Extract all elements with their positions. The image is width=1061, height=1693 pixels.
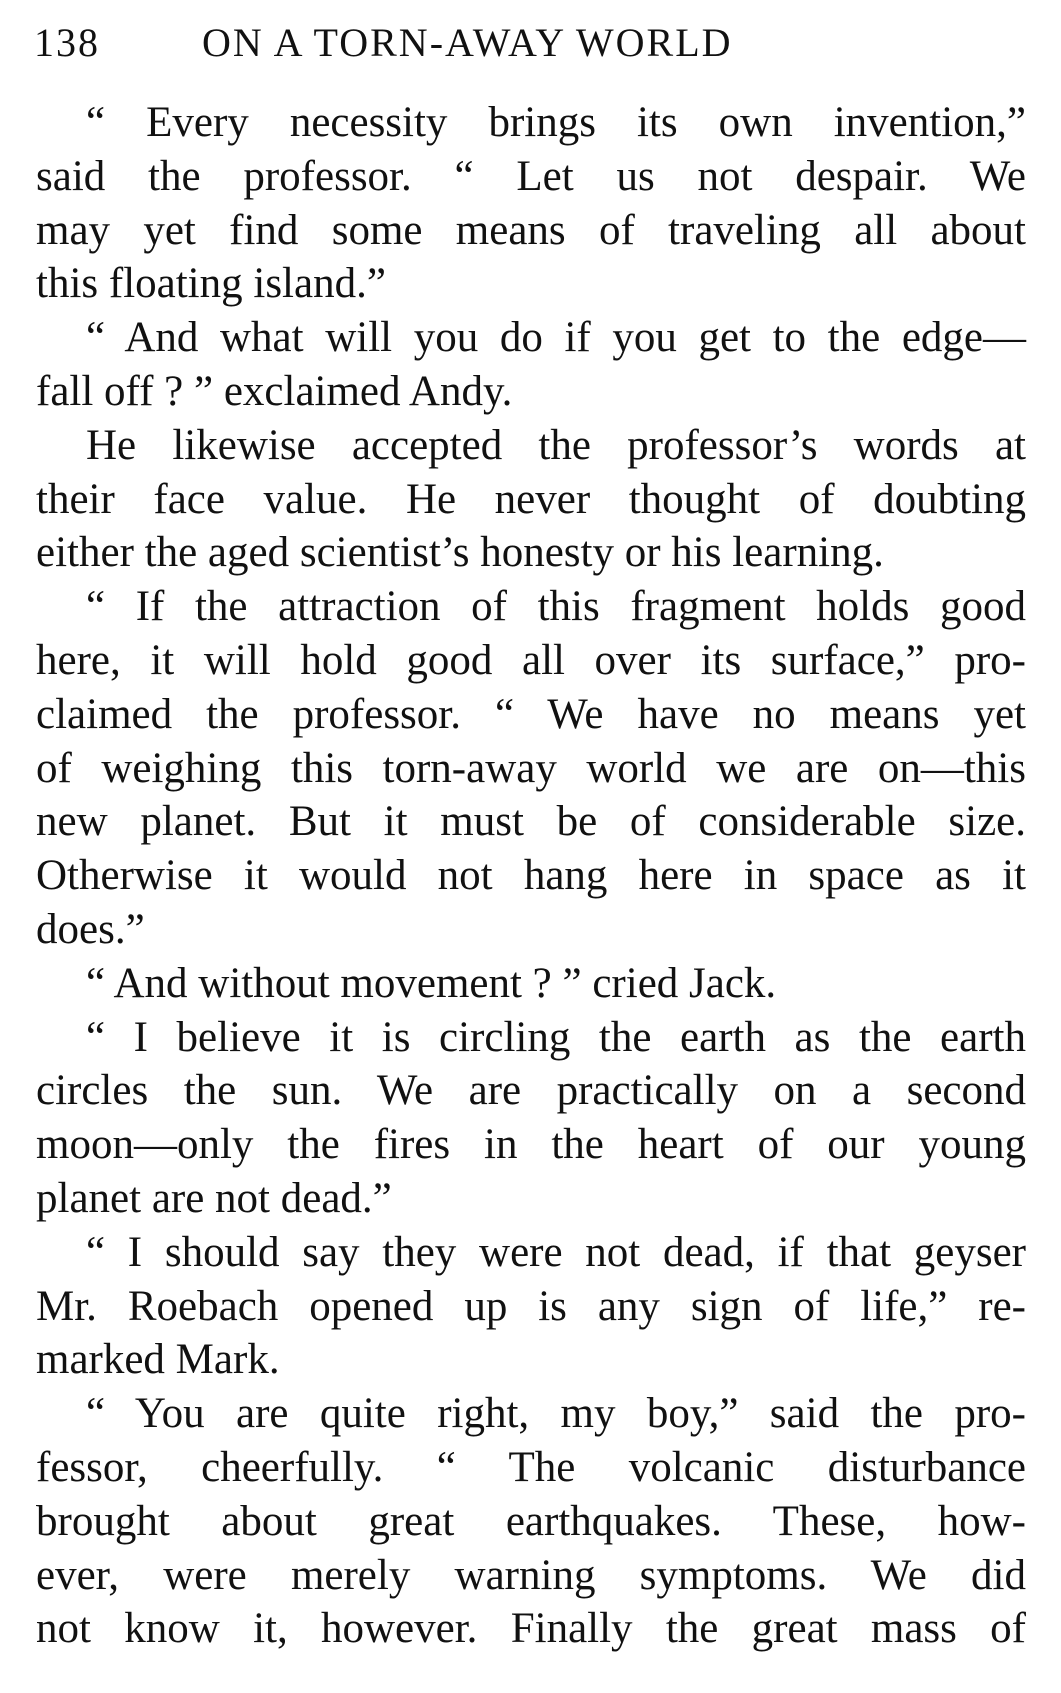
text-line: fessor, cheerfully. “ The volcanic disturbance (36, 1443, 1026, 1491)
text-line: new planet. But it must be of considerable size. (36, 798, 1026, 846)
text-line: here, it will hold good all over its surface,” pro- (36, 636, 1026, 684)
text-line: moon—only the fires in the heart of our young (36, 1121, 1026, 1169)
text-line: planet are not dead.” (36, 1174, 392, 1222)
text-line: fall off ? ” exclaimed Andy. (36, 367, 513, 415)
text-line: Otherwise it would not hang here in space as it (36, 852, 1026, 900)
text-line: “ Every necessity brings its own invention,” (86, 99, 1026, 146)
text-line: either the aged scientist’s honesty or his learning. (36, 529, 884, 577)
text-line: circles the sun. We are practically on a second (36, 1067, 1026, 1115)
text-line: “ And without movement ? ” cried Jack. (86, 959, 777, 1007)
text-line: “ You are quite right, my boy,” said the pro- (86, 1390, 1026, 1438)
text-line: He likewise accepted the professor’s words at (86, 421, 1026, 469)
text-line: this floating island.” (36, 260, 386, 308)
text-line: may yet find some means of traveling all about (36, 206, 1026, 254)
body-text (36, 96, 1026, 1656)
text-line: “ I believe it is circling the earth as the earth (86, 1013, 1026, 1061)
page-number: 138 (34, 20, 100, 65)
text-line: does.” (36, 905, 145, 953)
text-line: “ And what will you do if you get to the edge— (86, 314, 1026, 362)
text-line: of weighing this torn-away world we are on—this (36, 744, 1026, 792)
text-line: “ If the attraction of this fragment holds good (86, 583, 1026, 631)
running-title: ON A TORN-AWAY WORLD (202, 20, 733, 65)
text-line: brought about great earthquakes. These, how- (36, 1497, 1026, 1545)
text-line: not know it, however. Finally the great mass of (36, 1605, 1026, 1653)
text-line: ever, were merely warning symptoms. We did (36, 1551, 1026, 1599)
text-line: claimed the professor. “ We have no means yet (36, 690, 1026, 738)
text-line: said the professor. “ Let us not despair. We (36, 152, 1026, 200)
text-line: marked Mark. (36, 1336, 280, 1384)
text-line: their face value. He never thought of doubting (36, 475, 1026, 523)
text-line: “ I should say they were not dead, if that geyser (86, 1228, 1026, 1276)
running-head (34, 14, 1024, 72)
text-line: Mr. Roebach opened up is any sign of life,” re- (36, 1282, 1026, 1330)
